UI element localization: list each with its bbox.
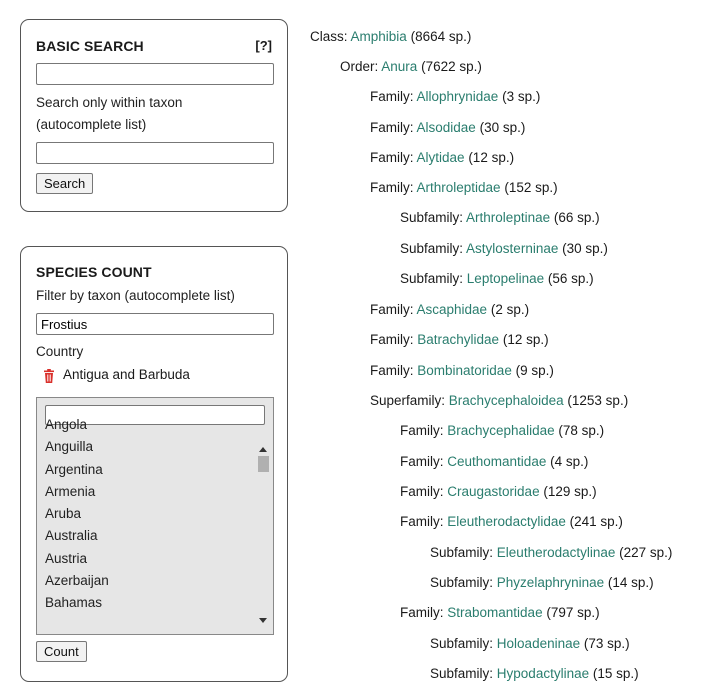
country-option[interactable]: Azerbaijan: [45, 573, 109, 589]
taxon-link[interactable]: Ceuthomantidae: [447, 454, 547, 469]
country-option[interactable]: Armenia: [45, 483, 96, 499]
taxon-input[interactable]: [36, 142, 274, 164]
scroll-up-arrow-icon[interactable]: [259, 447, 267, 452]
help-link[interactable]: [?]: [255, 38, 272, 53]
tree-row: Subfamily: Arthroleptinae (66 sp.): [400, 210, 600, 225]
taxon-link[interactable]: Arthroleptinae: [466, 210, 551, 225]
count-button[interactable]: Count: [36, 641, 87, 662]
taxon-link[interactable]: Astylosterninae: [466, 241, 559, 256]
basic-search-panel: [20, 19, 288, 212]
taxon-link[interactable]: Ascaphidae: [416, 302, 488, 317]
tree-row: Subfamily: Hypodactylinae (15 sp.): [430, 666, 639, 681]
taxon-link[interactable]: Craugastoridae: [447, 484, 540, 499]
taxon-link[interactable]: Bombinatoridae: [417, 363, 512, 378]
taxon-link[interactable]: Alytidae: [416, 150, 465, 165]
taxon-link[interactable]: Eleutherodactylidae: [447, 514, 566, 529]
country-option[interactable]: Austria: [45, 550, 88, 566]
filter-taxon-input[interactable]: [36, 313, 274, 335]
country-option[interactable]: Bahamas: [45, 595, 103, 611]
tree-row: Family: Allophrynidae (3 sp.): [370, 89, 541, 104]
taxon-link[interactable]: Brachycephaloidea: [448, 393, 564, 408]
tree-row: Family: Arthroleptidae (152 sp.): [370, 180, 558, 195]
tree-row: Subfamily: Leptopelinae (56 sp.): [400, 271, 594, 286]
species-count-panel: [20, 246, 288, 682]
tree-row: Family: Batrachylidae (12 sp.): [370, 332, 549, 347]
country-select-list[interactable]: [36, 397, 274, 635]
tree-row: Class: Amphibia (8664 sp.): [310, 29, 472, 44]
taxon-link[interactable]: Amphibia: [350, 29, 407, 44]
filter-taxon-label: Filter by taxon (autocomplete list): [36, 288, 235, 303]
taxon-link[interactable]: Strabomantidae: [447, 605, 543, 620]
selected-country: [43, 366, 190, 384]
taxon-link[interactable]: Alsodidae: [416, 120, 476, 135]
scroll-down-arrow-icon[interactable]: [259, 618, 267, 623]
tree-row: Family: Craugastoridae (129 sp.): [400, 484, 597, 499]
taxon-link[interactable]: Arthroleptidae: [416, 180, 501, 195]
country-option[interactable]: Angola: [45, 417, 88, 432]
country-option[interactable]: Australia: [45, 528, 98, 544]
tree-row: Family: Bombinatoridae (9 sp.): [370, 363, 554, 378]
tree-row: Subfamily: Eleutherodactylinae (227 sp.): [430, 545, 673, 560]
tree-row: Family: Alytidae (12 sp.): [370, 150, 515, 165]
search-button[interactable]: Search: [36, 173, 93, 194]
autocomplete-hint-label: (autocomplete list): [36, 117, 147, 132]
tree-row: Family: Eleutherodactylidae (241 sp.): [400, 514, 623, 529]
taxon-link[interactable]: Anura: [381, 59, 418, 74]
species-count-title: SPECIES COUNT: [36, 264, 152, 280]
trash-icon[interactable]: [43, 369, 55, 383]
selected-country-label: Antigua and Barbuda: [63, 367, 190, 382]
tree-row: Family: Ceuthomantidae (4 sp.): [400, 454, 589, 469]
tree-row: Family: Strabomantidae (797 sp.): [400, 605, 600, 620]
search-input[interactable]: [36, 63, 274, 85]
taxon-link[interactable]: Brachycephalidae: [447, 423, 555, 438]
country-options: [45, 417, 255, 632]
country-option[interactable]: Aruba: [45, 506, 82, 522]
tree-row: Family: Ascaphidae (2 sp.): [370, 302, 530, 317]
country-label: Country: [36, 344, 84, 359]
country-option[interactable]: Argentina: [45, 461, 103, 477]
basic-search-title: BASIC SEARCH: [36, 38, 144, 54]
taxon-link[interactable]: Hypodactylinae: [496, 666, 590, 681]
taxon-link[interactable]: Allophrynidae: [416, 89, 499, 104]
taxon-link[interactable]: Phyzelaphryninae: [496, 575, 605, 590]
tree-row: Subfamily: Astylosterninae (30 sp.): [400, 241, 608, 256]
tree-row: Family: Alsodidae (30 sp.): [370, 120, 526, 135]
taxon-link[interactable]: Eleutherodactylinae: [496, 545, 616, 560]
taxon-link[interactable]: Batrachylidae: [417, 332, 500, 347]
taxon-link[interactable]: Leptopelinae: [466, 271, 545, 286]
within-taxon-label: Search only within taxon: [36, 95, 183, 110]
tree-row: Subfamily: Phyzelaphryninae (14 sp.): [430, 575, 654, 590]
tree-row: Order: Anura (7622 sp.): [340, 59, 482, 74]
tree-row: Subfamily: Holoadeninae (73 sp.): [430, 636, 630, 651]
tree-row: Family: Brachycephalidae (78 sp.): [400, 423, 605, 438]
scrollbar-thumb[interactable]: [258, 456, 269, 472]
tree-row: Superfamily: Brachycephaloidea (1253 sp.): [370, 393, 629, 408]
country-option[interactable]: Anguilla: [45, 439, 94, 455]
taxon-link[interactable]: Holoadeninae: [496, 636, 581, 651]
